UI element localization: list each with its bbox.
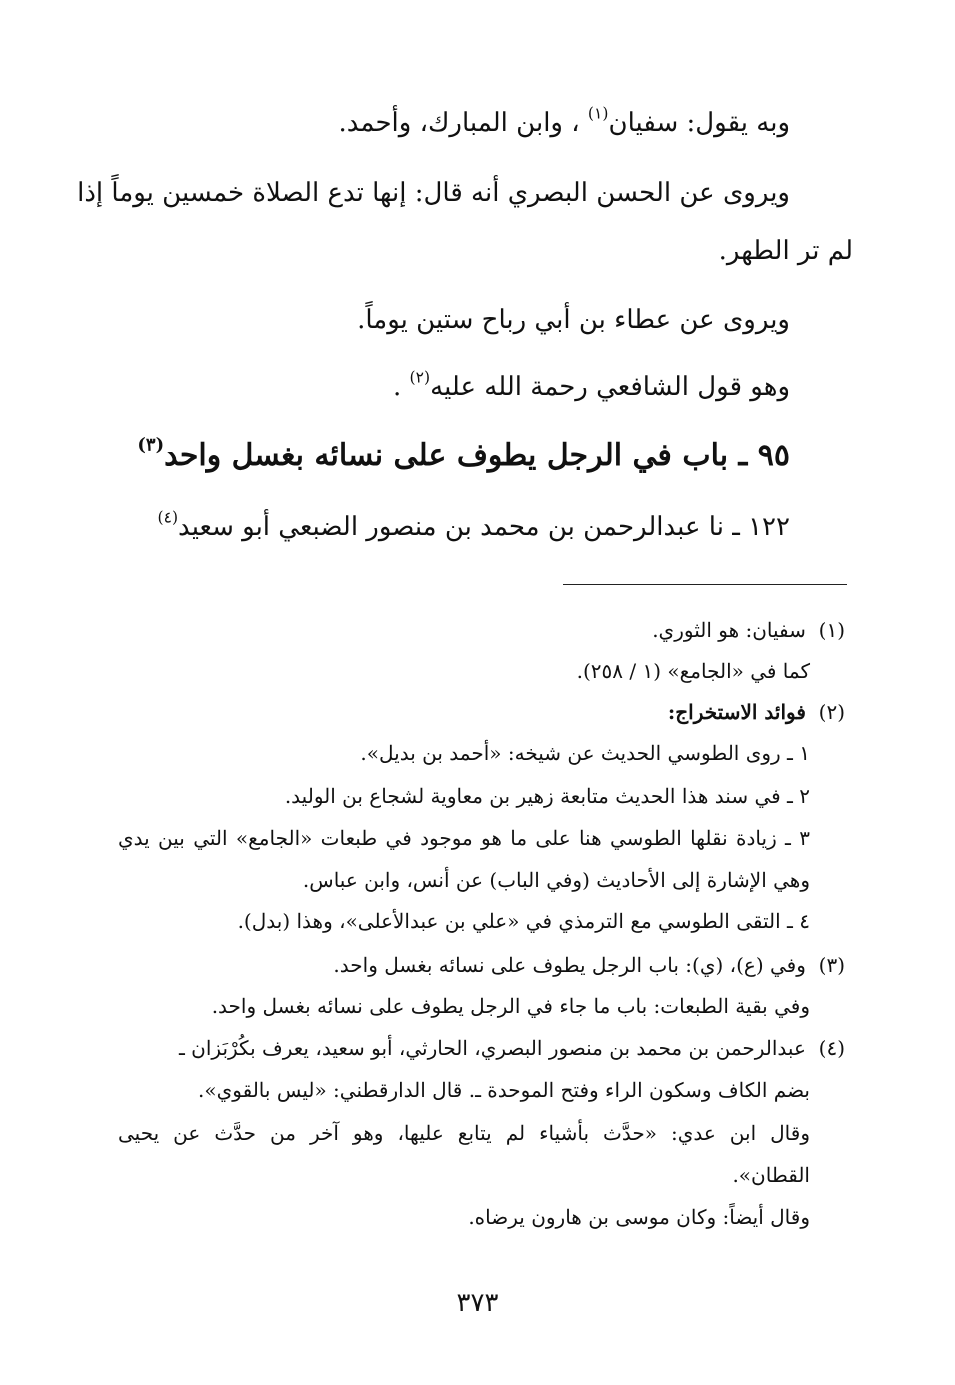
footnote-2-item-3-line-2: وهي الإشارة إلى الأحاديث (وفي الباب) عن أنس، وابن عباس. [302, 868, 810, 892]
paragraph-2-line-2: لم تر الطهر. [718, 236, 853, 266]
paragraph-3: ويروى عن عطاء بن أبي رباح ستين يوماً. [357, 305, 790, 335]
footnote-4-line-1 [115, 1036, 845, 1060]
footnote-4-line-5: وقال أيضاً: وكان موسى بن هارون يرضاه. [468, 1205, 810, 1229]
footnote-1-line-2: كما في «الجامع» (١ / ٢٥٨). [576, 659, 810, 683]
paragraph-4-text: وهو قول الشافعي رحمة الله عليه [430, 372, 790, 402]
footnote-1-line-1 [652, 618, 845, 642]
footnote-4-line-3: وقال ابن عدي: «حدَّث بأشياء لم يتابع عليها، وهو آخر من حدَّث عن يحيى [118, 1121, 810, 1145]
footnote-2-item-2: ٢ ـ في سند هذا الحديث متابعة زهير بن معاوية لشجاع بن الوليد. [284, 784, 810, 808]
footnote-1-number: (١) [818, 618, 845, 642]
chapter-heading-text: ٩٥ ـ باب في الرجل يطوف على نسائه بغسل واحد [164, 438, 790, 473]
footnote-2-title-line [668, 700, 845, 724]
footnote-3-text: وفي (ع)، (ي): باب الرجل يطوف على نسائه بغسل واحد. [333, 953, 806, 977]
footnote-ref-1[interactable]: (١) [587, 104, 609, 123]
footnote-3-number: (٣) [818, 953, 845, 977]
paragraph-1-text: وبه يقول: سفيان [608, 108, 790, 138]
footnote-2-number: (٢) [818, 700, 845, 724]
paragraph-1-rest: ، وابن المبارك، وأحمد. [338, 108, 588, 138]
footnote-4-text: عبدالرحمن بن محمد بن منصور البصري، الحارثي، أبو سعيد، يعرف بكُرْبَزان ـ [178, 1036, 806, 1060]
footnote-2-item-1: ١ ـ روى الطوسي الحديث عن شيخه: «أحمد بن بديل». [360, 741, 810, 765]
paragraph-1 [338, 104, 790, 138]
footnote-4-line-4: القطان». [732, 1163, 810, 1187]
footnote-separator [563, 584, 847, 585]
footnote-3-line-2: وفي بقية الطبعات: باب ما جاء في الرجل يطوف على نسائه بغسل واحد. [211, 994, 810, 1018]
paragraph-2-line-1: ويروى عن الحسن البصري أنه قال: إنها تدع الصلاة خمسين يوماً إذا [77, 178, 790, 208]
footnote-2-item-4: ٤ ـ التقى الطوسي مع الترمذي في «علي بن عبدالأعلى»، وهذا (بدل). [237, 909, 810, 933]
paragraph-4 [393, 368, 790, 402]
hadith-chain-text: ١٢٢ ـ نا عبدالرحمن بن محمد بن منصور الضبعي أبو سعيد [178, 512, 790, 542]
footnote-2-item-3-line-1: ٣ ـ زيادة نقلها الطوسي هنا على ما هو موجود في طبعات «الجامع» التي بين يدي [118, 826, 810, 850]
footnote-ref-2[interactable]: (٢) [409, 368, 431, 387]
paragraph-4-end: . [393, 372, 410, 402]
footnote-ref-3[interactable]: (٣) [137, 434, 165, 456]
page-number: ٣٧٣ [456, 1288, 499, 1318]
footnote-1-text: سفيان: هو الثوري. [652, 618, 806, 642]
footnote-ref-4[interactable]: (٤) [157, 508, 179, 527]
footnote-2-title: فوائد الاستخراج: [667, 700, 806, 724]
chapter-heading [137, 434, 790, 473]
footnote-4-number: (٤) [818, 1036, 845, 1060]
footnote-3-line-1 [333, 953, 845, 977]
footnote-4-line-2: بضم الكاف وسكون الراء وفتح الموحدة ـ. قال الدارقطني: «ليس بالقوي». [198, 1078, 810, 1102]
hadith-chain [157, 508, 790, 542]
